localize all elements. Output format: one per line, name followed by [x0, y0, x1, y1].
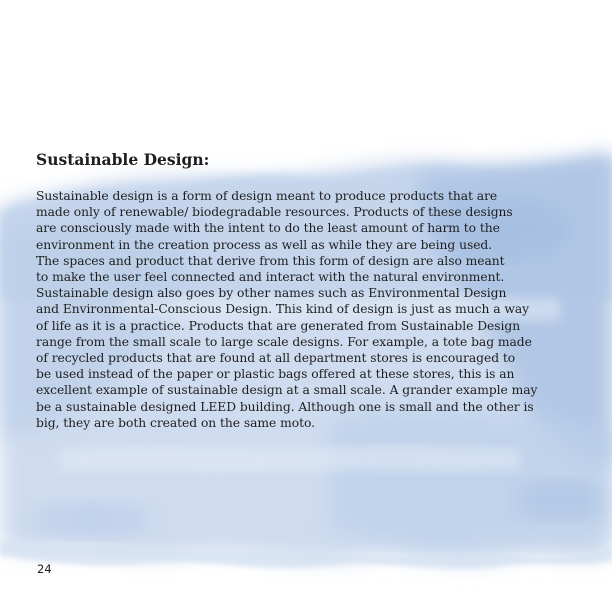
watercolor-accent-3 — [30, 502, 150, 538]
body-line: be used instead of the paper or plastic bags offered at these stores, this is an — [36, 367, 515, 382]
body-line: range from the small scale to large scale designs. For example, a tote bag made — [36, 334, 532, 349]
section-heading: Sustainable Design: — [36, 150, 210, 169]
body-line: excellent example of sustainable design at a small scale. A grander example may — [36, 383, 538, 398]
body-line: and Environmental-Conscious Design. This kind of design is just as much a way — [36, 302, 530, 317]
body-line: of life as it is a practice. Products that are generated from Sustainable Design — [36, 318, 521, 333]
body-line: to make the user feel connected and interact with the natural environment. — [36, 270, 505, 285]
body-line: Sustainable design is a form of design meant to produce products that are — [36, 189, 498, 203]
body-line: environment in the creation process as well as while they are being used. — [36, 237, 493, 252]
page-number: 24 — [37, 562, 52, 576]
body-paragraph — [36, 188, 576, 431]
body-line: be a sustainable designed LEED building. Although one is small and the other is — [36, 399, 534, 414]
body-line: big, they are both created on the same moto. — [36, 415, 315, 430]
watercolor-accent-2 — [515, 480, 605, 520]
body-line: are consciously made with the intent to do the least amount of harm to the — [36, 221, 500, 236]
body-line: made only of renewable/ biodegradable resources. Products of these designs — [36, 205, 513, 220]
body-line: of recycled products that are found at all department stores is encouraged to — [36, 351, 516, 366]
body-line: Sustainable design also goes by other names such as Environmental Design — [36, 286, 507, 301]
watercolor-streak-light-2 — [60, 445, 520, 473]
body-line: The spaces and product that derive from this form of design are also meant — [36, 253, 505, 268]
